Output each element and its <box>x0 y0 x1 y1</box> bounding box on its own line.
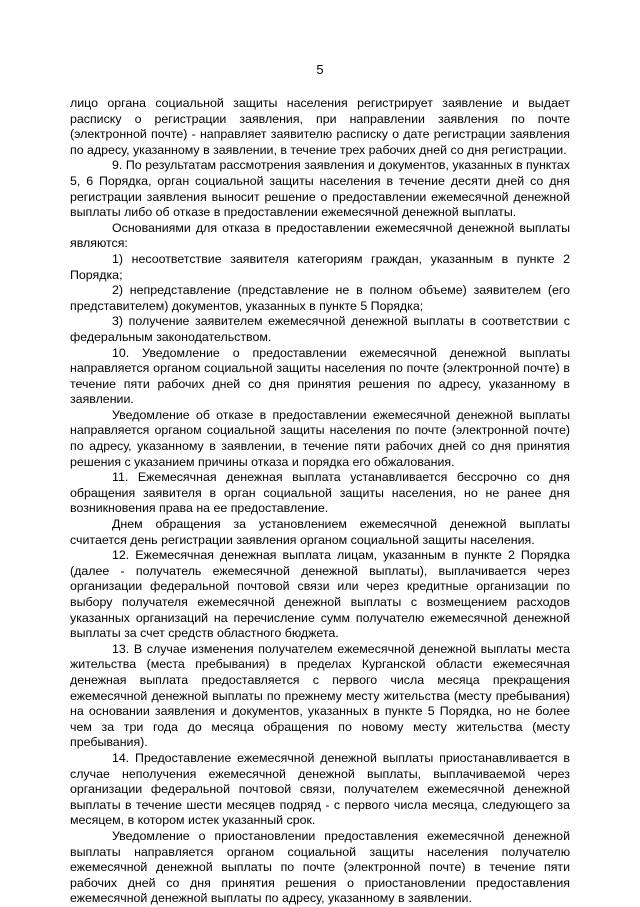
paragraph-registration-continued: лицо органа социальной защиты населения регистрирует заявление и выдает расписку о регистрации заявления, при направлении заявления по почте (электронной почте) - направляет заявителю расписку о дате регистрации заявления по адресу, указанному в заявлении, в течение трех рабочих дней со дня регистрации. <box>70 96 570 157</box>
paragraph-item-10: 10. Уведомление о предоставлении ежемесячной денежной выплаты направляется органом социальной защиты населения по почте (электронной почте) в течение пяти рабочих дней со дня принятия решения по адресу, указанному в заявлении. <box>70 345 570 407</box>
page-number: 5 <box>316 62 324 77</box>
paragraph-application-date: Днем обращения за установлением ежемесячной денежной выплаты считается день регистрации заявления органом социальной защиты населения. <box>70 517 570 547</box>
paragraph-refusal-notice: Уведомление об отказе в предоставлении ежемесячной денежной выплаты направляется органом социальной защиты населения по почте (электронной почте) по адресу, указанному в заявлении, в течение пяти рабочих дней со дня принятия решения с указанием причины отказа и порядка его обжалования. <box>70 407 570 469</box>
paragraph-suspension-notice: Уведомление о приостановлении предоставления ежемесячной денежной выплаты направляется органом социальной защиты населения получателю ежемесячной денежной выплаты по почте (электронной почте) в течение пяти рабочих дней со дня принятия решения о приостановлении предоставления ежемесячной денежной выплаты по адресу, указанному в заявлении. <box>70 828 570 906</box>
paragraph-refusal-ground-1: 1) несоответствие заявителя категориям граждан, указанным в пункте 2 Порядка; <box>70 251 570 282</box>
paragraph-item-12: 12. Ежемесячная денежная выплата лицам, указанным в пункте 2 Порядка (далее - получатель ежемесячной денежной выплаты), выплачивается через организации федеральной почтовой связи или через кредитные организации по выбору получателя ежемесячной денежной выплаты с возмещением расходов указанных организаций на перечисление сумм получателю ежемесячной денежной выплаты за счет средств областного бюджета. <box>70 548 570 641</box>
document-body <box>70 96 570 907</box>
paragraph-item-9: 9. По результатам рассмотрения заявления и документов, указанных в пунктах 5, 6 Порядка, орган социальной защиты населения в течение десяти дней со дня регистрации заявления выносит решение о предоставлении ежемесячной денежной выплаты либо об отказе в предоставлении ежемесячной денежной выплаты. <box>70 158 570 220</box>
paragraph-item-14: 14. Предоставление ежемесячной денежной выплаты приостанавливается в случае неполучения ежемесячной денежной выплаты, выплачиваемой через организации федеральной почтовой связи, получателем ежемесячной денежной выплаты в течение шести месяцев подряд - с первого числа месяца, следующего за месяцем, в котором истек указанный срок. <box>70 750 570 828</box>
paragraph-refusal-ground-3: 3) получение заявителем ежемесячной денежной выплаты в соответствии с федеральным законодательством. <box>70 314 570 344</box>
paragraph-item-11: 11. Ежемесячная денежная выплата устанавливается бессрочно со дня обращения заявителя в орган социальной защиты населения, но не ранее дня возникновения права на ее предоставление. <box>70 470 570 516</box>
paragraph-item-13: 13. В случае изменения получателем ежемесячной денежной выплаты места жительства (места пребывания) в пределах Курганской области ежемесячная денежная выплата предоставляется с первого числа месяца прекращения ежемесячной денежной выплаты по прежнему месту жительства (месту пребывания) на основании заявления и документов, указанных в пункте 5 Порядка, но не более чем за три года до месяца обращения по новому месту жительства (месту пребывания). <box>70 641 570 750</box>
paragraph-refusal-grounds-intro: Основаниями для отказа в предоставлении ежемесячной денежной выплаты являются: <box>70 220 570 251</box>
paragraph-refusal-ground-2: 2) непредставление (представление не в полном объеме) заявителем (его представителем) документов, указанных в пункте 5 Порядка; <box>70 283 570 313</box>
